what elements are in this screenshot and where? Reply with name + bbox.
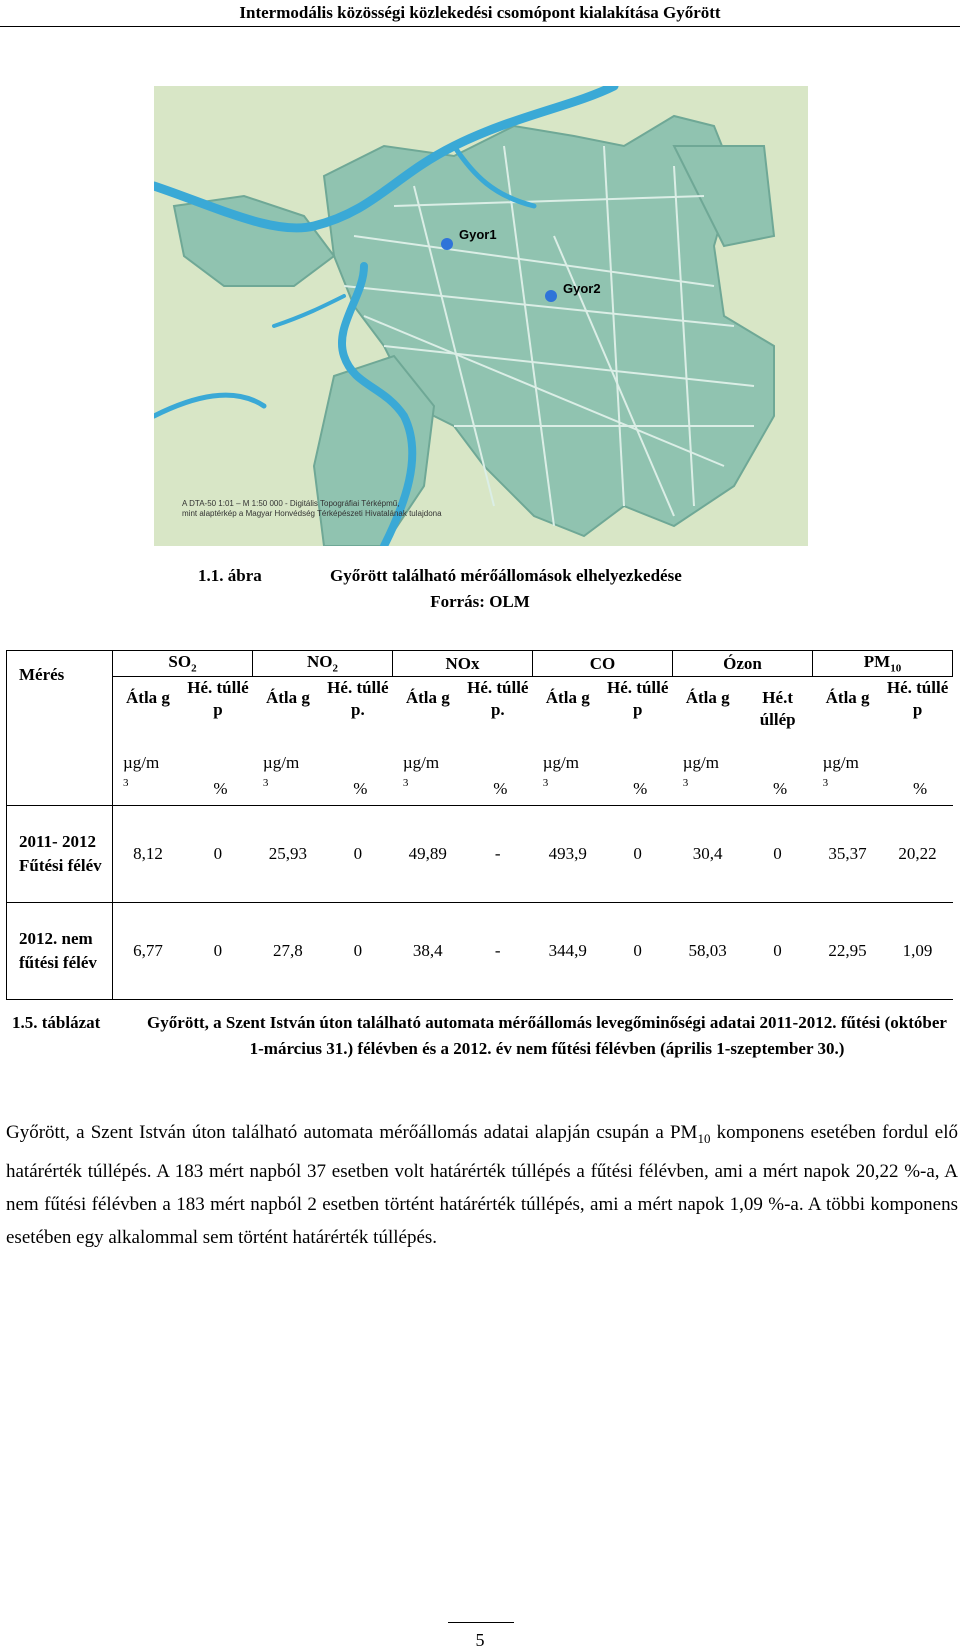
map-credit-line2: mint alaptérkép a Magyar Honvédség Térképészeti Hivatalának tulajdona [182,509,442,518]
table-cell: 58,03 [688,941,727,960]
group-co: CO [533,651,673,677]
exceed-header: Hé. túllé p [886,678,949,719]
unit-cell: µg/m $^3$ [262,753,300,789]
map-credit-line1: A DTA-50 1:01 – M 1:50 000 - Digitális Topográfiai Térképmű, [182,499,400,508]
table-cell: 0 [213,844,223,863]
group-pm10: $PM_{10}$ [813,651,953,677]
group-so2: $SO_2$ [113,651,253,677]
sub-header-row [7,677,953,754]
exceed-header: Hé.t úllép [759,688,796,729]
unit-cell: % [353,779,368,798]
station-marker-gyor1 [441,238,453,250]
table-cell: 25,93 [268,844,307,863]
table-caption-text: Győrött, a Szent István úton található automata mérőállomás levegőminőségi adatai 2011-2012. fűtési (október 1-március 31.) félévben és a 2012. év nem fűtési félévben (április 1-szeptember 30.) [147,1013,947,1058]
station-marker-gyor2 [545,290,557,302]
avg-header: Átla g [685,688,730,707]
exceed-header: Hé. túllé p [187,678,249,719]
page-number: 5 [475,1630,485,1650]
exceed-header: Hé. túllé p. [327,678,389,719]
exceed-header: Hé. túllé p. [467,678,529,719]
footer-divider [448,1622,514,1623]
table-cell: 0 [353,844,363,863]
station-map [154,86,808,546]
body-paragraph: Győrött, a Szent István úton található automata mérőállomás adatai alapján csupán a $PM_{10}$ komponens esetében fordul elő határérték túllépés. A 183 mért napból 37 esetben volt határérték túllépés a fűtési félévben, ami a mért napok 20,22 %-a, A nem fűtési félévben a 183 mért napból 2 esetben történt határérték túllépés, ami a mért napok 1,09 %-a. A többi komponens esetében egy alkalommal sem történt határérték túllépés. [6,1122,958,1248]
table-cell: 344,9 [548,941,587,960]
unit-cell: µg/m $^3$ [682,753,719,789]
table-caption [6,1010,952,1062]
unit-cell: µg/m $^3$ [822,753,859,789]
group-ozon: Ózon [673,651,813,677]
row-label: 2011- 2012 Fűtési félév [7,806,113,903]
figure-label: 1.1. ábra [198,566,262,585]
avg-header: Átla g [405,688,450,707]
table-cell: 35,37 [828,844,867,863]
table-cell: 493,9 [548,844,587,863]
table-cell: 0 [773,844,782,863]
table-cell: 0 [633,844,642,863]
unit-cell: % [912,779,928,798]
table-cell: 6,77 [133,941,163,960]
table-cell: 20,22 [898,844,937,863]
figure-title: Győrött található mérőállomások elhelyezkedése [330,566,682,585]
table-cell: 22,95 [828,941,867,960]
row-label: 2012. nem fűtési félév [7,903,113,1000]
table-cell: - [494,941,501,960]
unit-cell: % [633,779,648,798]
table-cell: 1,09 [902,941,933,960]
table-cell: 27,8 [273,941,303,960]
table-cell: 0 [213,941,223,960]
avg-header: Átla g [545,688,590,707]
unit-cell: µg/m $^3$ [402,753,440,789]
unit-cell: % [773,779,788,798]
table-cell: 38,4 [412,941,443,960]
unit-cell: µg/m $^3$ [542,753,580,789]
unit-cell: µg/m $^3$ [123,753,160,789]
group-no2: $NO_2$ [253,651,393,677]
figure-source: Forrás: OLM [430,592,530,611]
unit-row [7,753,953,806]
table-cell: 0 [773,941,782,960]
exceed-header: Hé. túllé p [607,678,669,719]
page-header: Intermodális közösségi közlekedési csomópont kialakítása Győrött [0,0,960,27]
air-quality-table [6,650,953,1000]
table-cell: 49,89 [408,844,447,863]
table-cell: 8,12 [133,844,163,863]
avg-header: Átla g [265,688,310,707]
group-nox: NOx [393,651,533,677]
avg-header: Átla g [825,688,870,707]
table-cell: - [494,844,501,863]
table-cell: 0 [353,941,363,960]
table-label: 1.5. táblázat [12,1013,101,1032]
station-label-gyor2: Gyor2 [563,281,601,296]
table-row [7,806,953,903]
station-label-gyor1: Gyor1 [459,227,497,242]
unit-cell: % [213,779,228,798]
unit-cell: % [493,779,508,798]
avg-header: Átla g [126,688,170,707]
table-row [7,903,953,1000]
corner-header: Mérés [7,651,113,806]
table-cell: 0 [633,941,642,960]
table-cell: 30,4 [692,844,723,863]
